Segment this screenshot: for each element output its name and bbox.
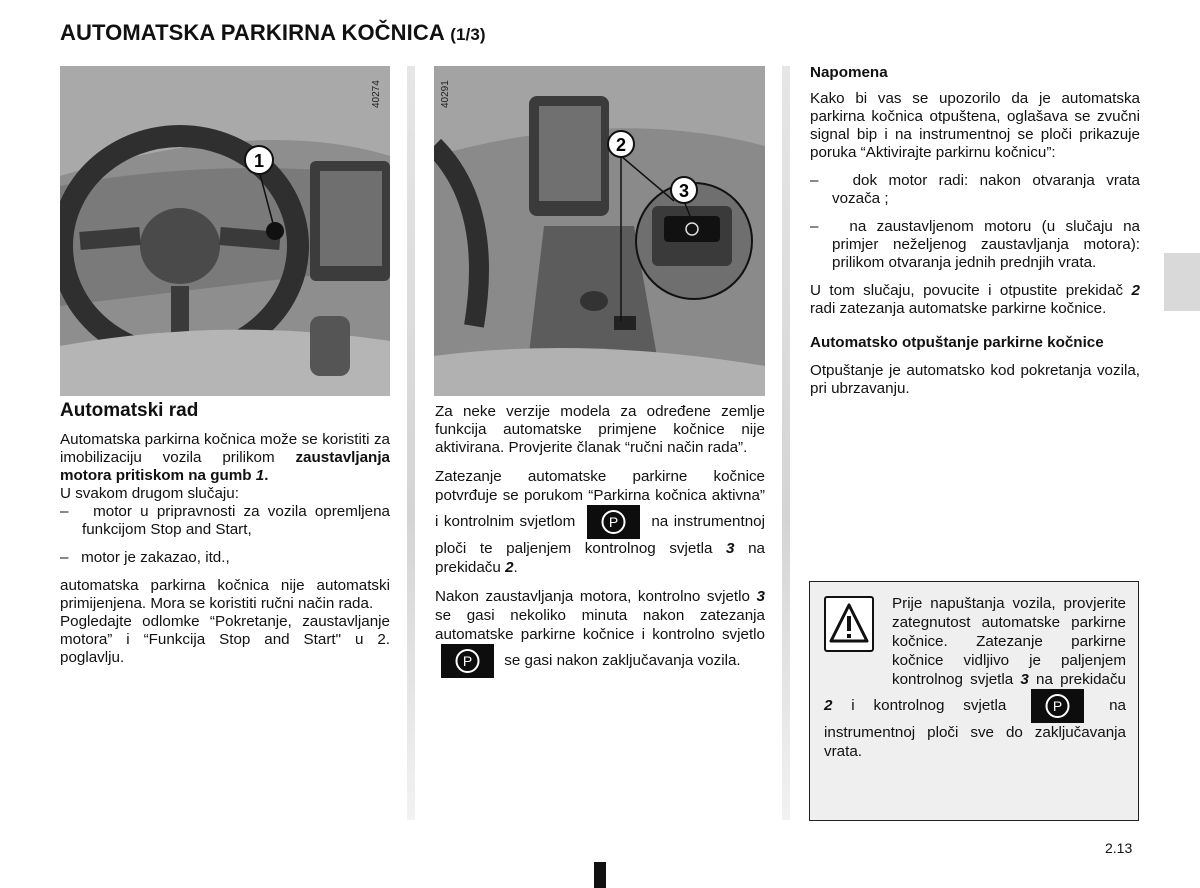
list-item: – na zaustavljenom motoru (u slučaju na primjer neželjenog zaustavljanja motora): prilikom otvaranja jednih prednjih vrata. [810,218,1140,271]
column-middle [435,403,765,688]
column-separator [407,66,415,820]
text: na instrumentnoj ploči te paljenjem kontrolnog svjetla [435,513,765,557]
text: se gasi nakon zaključavanja vozila. [504,652,741,670]
page-number: 2.13 [1105,840,1133,856]
paragraph [810,282,1140,318]
paragraph [435,587,765,678]
ref-3: 3 [1020,671,1029,688]
text: se gasi nekoliko minuta nakon zatezanja automatske parkirne kočnice i kontrolno svjetlo [435,607,765,643]
parking-brake-icon [441,644,494,678]
svg-text:P: P [462,653,473,669]
svg-text:P: P [1053,698,1063,714]
parking-brake-icon [587,505,640,539]
text: Automatska parkirna kočnica može se koristiti za imobilizaciju vozila prilikom [60,431,390,466]
column-left [60,402,390,667]
warning-text [824,594,1126,761]
text: na prekidaču [1028,671,1126,688]
section-heading: Automatski rad [60,400,199,421]
console-illustration [434,66,765,396]
ref-2: 2 [1131,282,1140,299]
svg-text:P: P [608,514,618,530]
note-heading: Napomena [810,64,888,81]
figure-console-switch [434,66,765,396]
text: radi zatezanja automatske parkirne kočnice. [810,300,1107,317]
title-sub: (1/3) [450,25,486,44]
text: Zatezanje automatske parkirne kočnice potvrđuje se porukom “Parkirna kočnica aktivna” i kontrolnim svjetlom [435,468,765,531]
release-heading: Automatsko otpuštanje parkirne kočnice [810,334,1104,351]
list-item: – motor u pripravnosti za vozila opremljena funkcijom Stop and Start, [60,503,390,538]
paragraph: automatska parkirna kočnica nije automatski primijenjena. Mora se koristiti ručni način rada. [60,577,390,612]
text-bold: . [264,467,269,484]
page-title [60,20,486,46]
callout-2: 2 [615,135,627,155]
paragraph: Za neke verzije modela za određene zemlje funkcija automatske primjene kočnice nije aktivirana. Provjerite članak “ručni način rada”. [435,403,765,456]
ref-3: 3 [756,588,765,605]
title-main: AUTOMATSKA PARKIRNA KOČNICA [60,20,445,45]
chapter-tab [1164,253,1200,311]
text-bold: zaustavljanja motora pritiskom na gumb [60,449,390,484]
ref-3: 3 [726,540,735,557]
list-item: – dok motor radi: nakon otvaranja vrata vozača ; [810,172,1140,207]
text: na instrumentnoj ploči sve do zaključavanja vrata. [824,697,1126,760]
ref-1: 1 [255,467,265,484]
bottom-marker [594,862,606,888]
warning-box [809,581,1139,821]
ref-2: 2 [505,559,514,576]
text: na prekidaču [435,540,765,576]
paragraph: Pogledajte odlomke “Pokretanje, zaustavljanje motora” i “Funkcija Stop and Start" u 2. poglavlju. [60,613,390,666]
text: U tom slučaju, povucite i otpustite prekidač [810,282,1132,299]
paragraph [60,431,390,485]
text: Nakon zaustavljanja motora, kontrolno svjetlo [435,588,757,605]
callout-1: 1 [253,151,265,171]
paragraph [435,467,765,577]
paragraph: Otpuštanje je automatsko kod pokretanja vozila, pri ubrzavanju. [810,362,1140,397]
ref-2: 2 [824,697,833,715]
column-right [810,64,1140,408]
callout-3: 3 [678,181,690,201]
text: i kontrolnog svjetla [832,697,1007,715]
figure-id-40274: 40274 [371,80,382,108]
list-item: – motor je zakazao, itd., [60,549,230,566]
column-separator [782,66,790,820]
parking-brake-icon [1031,689,1084,723]
figure-steering-wheel [60,66,390,396]
paragraph: U svakom drugom slučaju: [60,485,239,502]
text: Prije napuštanja vozila, provjerite zategnutost automatske parkirne kočnice. Zatezanje parkirne kočnice vidljivo je paljenjem kontrolnog svjetla [892,595,1126,688]
dashboard-illustration [60,66,390,396]
text: . [513,559,518,576]
paragraph: Kako bi vas se upozorilo da je automatska parkirna kočnica otpuštena, oglašava se zvučni signal bip i na instrumentnoj se ploči prikazuje poruka “Aktivirajte parkirnu kočnicu”: [810,90,1140,161]
figure-id-40291: 40291 [440,80,451,108]
